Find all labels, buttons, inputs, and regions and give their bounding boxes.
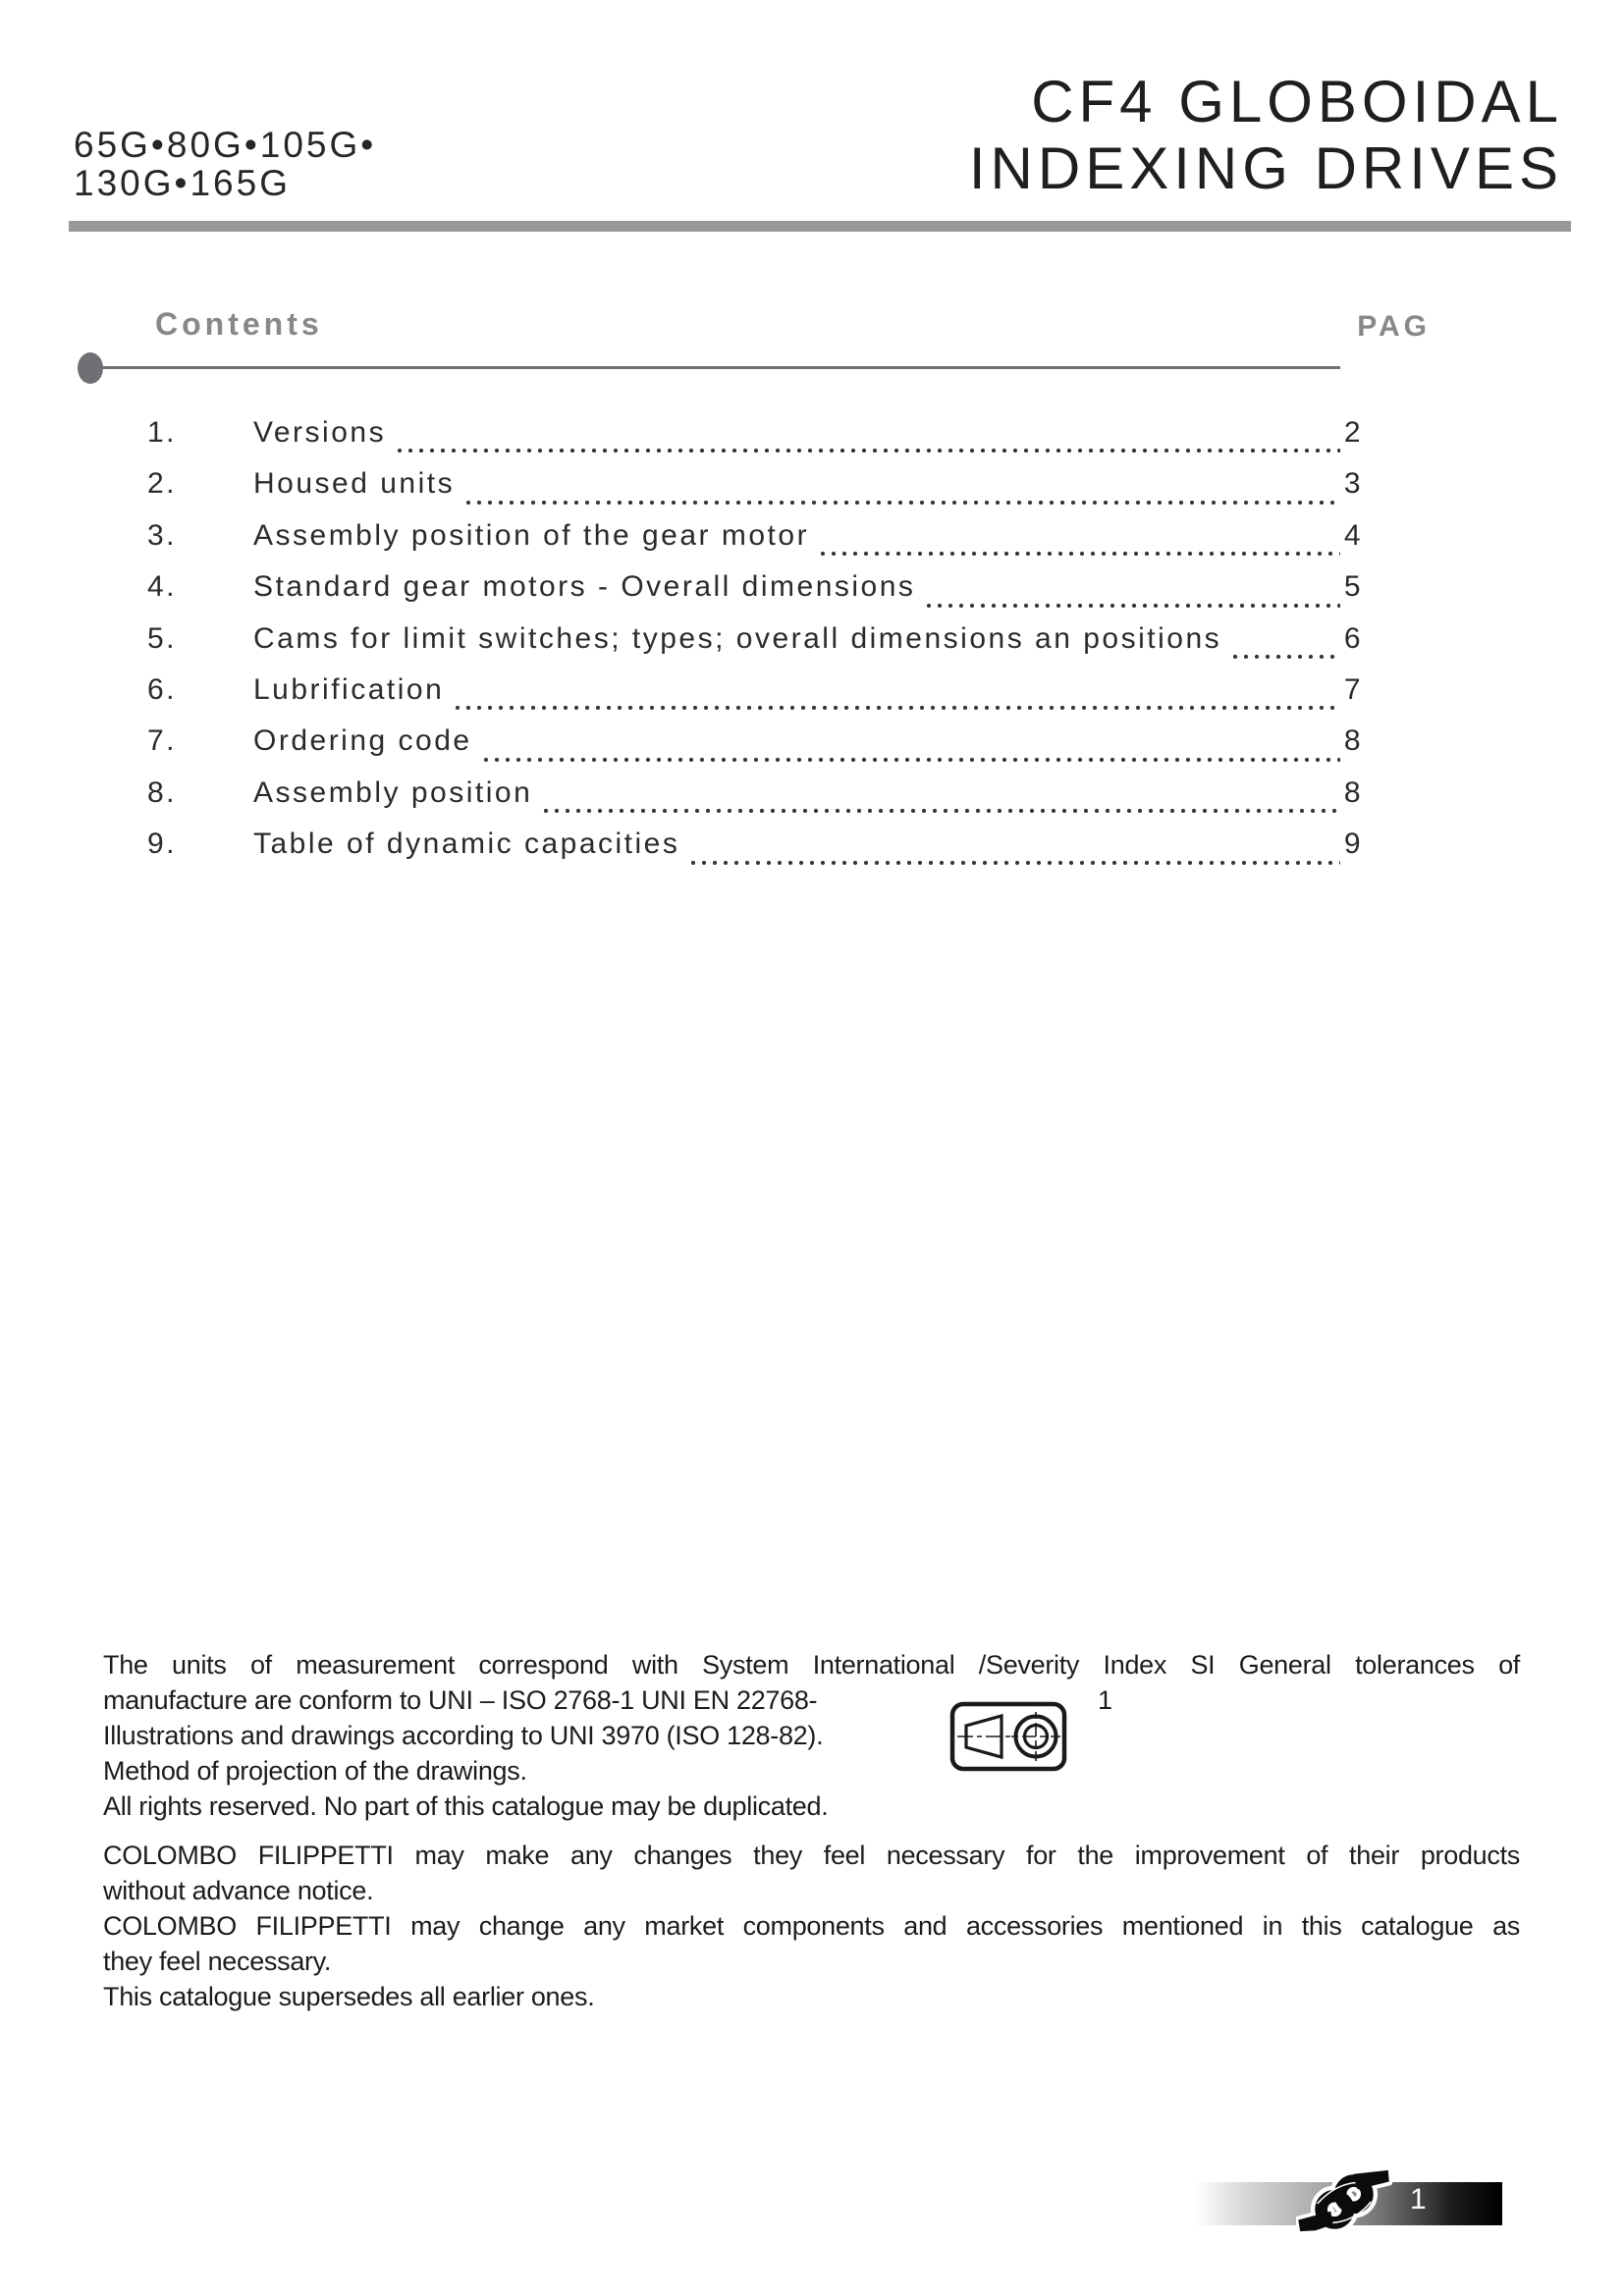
toc-dot-leader [484, 758, 1340, 762]
toc-item-number: 9. [147, 828, 178, 861]
toc-item-number: 2. [147, 467, 178, 501]
body-line: COLOMBO FILIPPETTI may change any market components and accessories mentioned in this catalogue as [103, 1911, 1520, 1941]
body-line-suffix: 1 [1098, 1685, 1112, 1715]
model-range-line1: 65G•80G•105G• [74, 125, 377, 165]
toc-row [147, 724, 1363, 775]
toc-dot-leader [1233, 655, 1340, 659]
toc-item-number: 3. [147, 518, 178, 552]
body-line: This catalogue supersedes all earlier ones. [103, 1982, 595, 2011]
toc-item-page: 2 [1343, 416, 1363, 449]
toc-item-number: 7. [147, 724, 178, 758]
toc-item-number: 5. [147, 621, 178, 655]
toc-item-page: 8 [1343, 724, 1363, 758]
toc-row [147, 519, 1363, 570]
toc-dot-leader [544, 809, 1340, 813]
footer-page-number: 1 [1410, 2183, 1428, 2216]
table-of-contents [147, 416, 1363, 880]
toc-item-number: 4. [147, 570, 178, 604]
toc-row [147, 570, 1363, 621]
page-column-label: PAG [1357, 310, 1431, 343]
model-range-line2: 130G•165G [74, 163, 291, 203]
model-range-label [74, 126, 376, 202]
toc-row [147, 776, 1363, 828]
toc-item-page: 4 [1343, 518, 1363, 552]
body-line-text: manufacture are conform to UNI – ISO 2768-1 UNI EN 22768- [103, 1685, 818, 1715]
toc-item-page: 8 [1343, 775, 1363, 809]
projection-method-icon [949, 1701, 1067, 1772]
body-line: The units of measurement correspond with System International /Severity Index SI General tolerances of [103, 1650, 1520, 1680]
toc-item-title: Lubrification [253, 672, 445, 706]
body-line: All rights reserved. No part of this catalogue may be duplicated. [103, 1791, 829, 1821]
toc-item-title: Table of dynamic capacities [253, 828, 680, 861]
body-line: without advance notice. [103, 1876, 374, 1905]
toc-row [147, 467, 1363, 518]
body-line [103, 1682, 1520, 1718]
toc-dot-leader [927, 604, 1339, 608]
toc-dot-leader [466, 501, 1340, 505]
toc-item-title: Cams for limit switches; types; overall dimensions an positions [253, 621, 1222, 655]
standards-paragraph [103, 1647, 1520, 1824]
toc-item-number: 1. [147, 416, 178, 449]
contents-rule [90, 366, 1340, 369]
page-title-line2: INDEXING DRIVES [968, 135, 1563, 201]
toc-item-title: Housed units [253, 467, 456, 501]
toc-item-page: 9 [1343, 828, 1363, 861]
toc-dot-leader [456, 706, 1340, 710]
toc-item-page: 6 [1343, 621, 1363, 655]
page-title [969, 69, 1563, 202]
header-divider-bar [69, 221, 1571, 232]
body-line: Method of projection of the drawings. [103, 1756, 527, 1786]
toc-dot-leader [398, 449, 1340, 453]
toc-item-title: Assembly position [253, 775, 533, 809]
toc-item-title: Ordering code [253, 724, 472, 758]
toc-item-number: 8. [147, 775, 178, 809]
toc-row [147, 828, 1363, 879]
knot-logo-icon [1296, 2165, 1392, 2238]
page-title-line1: CF4 GLOBOIDAL [1031, 69, 1563, 134]
toc-item-page: 7 [1343, 672, 1363, 706]
contents-heading: Contents [155, 306, 323, 342]
toc-item-title: Assembly position of the gear motor [253, 518, 810, 552]
toc-dot-leader [821, 552, 1340, 556]
toc-dot-leader [691, 861, 1339, 865]
toc-item-title: Versions [253, 416, 387, 449]
toc-row [147, 622, 1363, 673]
toc-item-number: 6. [147, 672, 178, 706]
toc-row [147, 416, 1363, 467]
disclaimer-paragraph [103, 1838, 1520, 2014]
toc-item-page: 5 [1343, 570, 1363, 604]
toc-item-page: 3 [1343, 467, 1363, 501]
body-line: COLOMBO FILIPPETTI may make any changes they feel necessary for the improvement of their products [103, 1841, 1520, 1870]
toc-item-title: Standard gear motors - Overall dimensions [253, 570, 916, 604]
body-line: Illustrations and drawings according to UNI 3970 (ISO 128-82). [103, 1721, 824, 1750]
body-line: they feel necessary. [103, 1947, 332, 1976]
toc-row [147, 673, 1363, 724]
